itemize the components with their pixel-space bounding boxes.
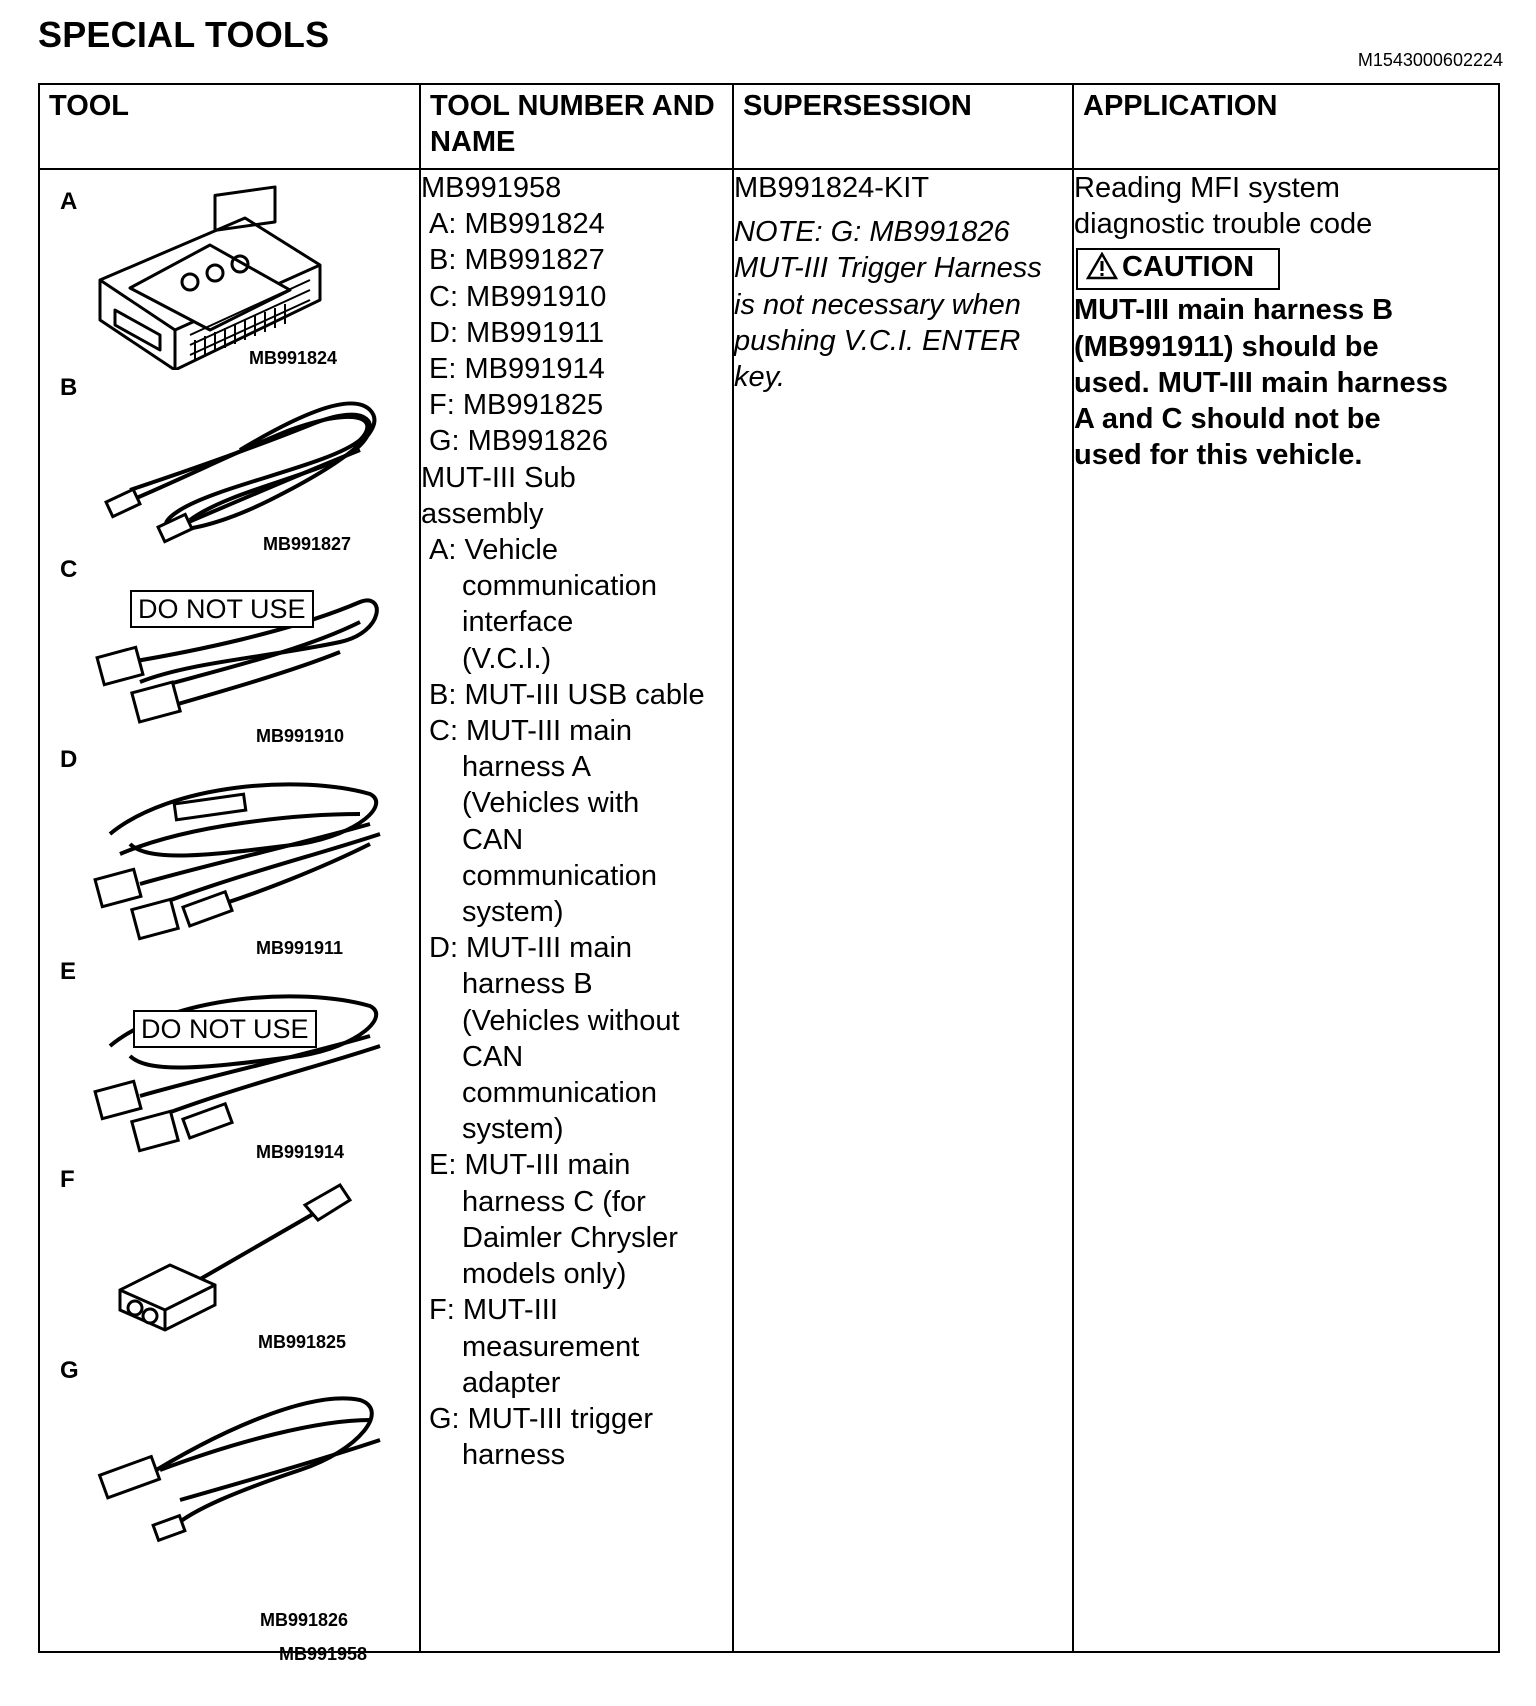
tool-letter: C [60, 556, 78, 583]
caution-box [1076, 248, 1280, 290]
warning-triangle-icon [1086, 252, 1118, 288]
kit-number: MB991958 [421, 172, 562, 204]
caution-label: CAUTION [1122, 251, 1255, 284]
tool-item-f [40, 1166, 421, 1360]
tool-name-f: F: MUT-III measurement adapter [429, 1294, 640, 1399]
main-harness-b-illustration [40, 754, 421, 966]
document-id: M1543000602224 [1357, 50, 1503, 70]
tool-name-b: B: MUT-III USB cable [429, 678, 705, 711]
tool-item-d [40, 746, 421, 966]
tool-number-d: D: MB991911 [429, 316, 605, 349]
main-harness-c-illustration [40, 966, 421, 1170]
tool-item-e [40, 958, 421, 1170]
tool-number-e: E: MB991914 [429, 353, 605, 386]
header-tool-number: TOOL NUMBER AND NAME [420, 84, 733, 169]
tool-part-number: MB991824 [249, 348, 338, 368]
tool-item-g [40, 1357, 421, 1664]
header-row [39, 84, 1499, 169]
tool-item-b [40, 370, 421, 562]
tool-part-number: MB991826 [260, 1610, 349, 1630]
header-application: APPLICATION [1073, 84, 1499, 169]
tool-row [39, 169, 1499, 1652]
tool-name-a: A: Vehicle communication interface (V.C.I.) [429, 534, 658, 675]
tool-part-number: MB991911 [256, 938, 344, 958]
tool-number-f: F: MB991825 [429, 389, 604, 422]
tool-letter: B [60, 374, 78, 401]
supersession-kit: MB991824-KIT [734, 172, 930, 204]
tool-letter: F [60, 1166, 75, 1193]
supersession-note: NOTE: G: MB991826 MUT-III Trigger Harness is not necessary when pushing V.C.I. ENTER key. [734, 216, 1042, 394]
do-not-use-label: DO NOT USE [130, 590, 314, 628]
tool-number-c: C: MB991910 [429, 280, 607, 313]
caution-text: MUT-III main harness B (MB991911) should be used. MUT-III main harness A and C should not be used for this vehicle. [1074, 294, 1448, 472]
tool-letter: A [60, 188, 78, 215]
tool-part-number: MB991825 [258, 1332, 347, 1352]
tool-name-g: G: MUT-III trigger harness [429, 1402, 653, 1472]
application-text: Reading MFI system diagnostic trouble code [1074, 172, 1373, 241]
tool-letter: E [60, 958, 77, 985]
tool-number-g: G: MB991826 [429, 425, 608, 458]
tool-letter: G [60, 1357, 79, 1384]
tool-part-number: MB991914 [256, 1142, 345, 1162]
tool-name-c: C: MUT-III main harness A (Vehicles with CAN communication system) [429, 715, 658, 929]
tool-number-b: B: MB991827 [429, 244, 605, 277]
tool-number-name-cell [420, 169, 733, 1652]
special-tools-table [38, 83, 1500, 1664]
tool-part-number: MB991827 [263, 534, 352, 554]
application-cell [1073, 169, 1499, 1652]
page-title: SPECIAL TOOLS [38, 14, 330, 55]
tool-name-e: E: MUT-III main harness C (for Daimler Chrysler models only) [429, 1149, 678, 1291]
tool-item-c [40, 556, 421, 754]
measurement-adapter-illustration [40, 1170, 421, 1360]
header-supersession: SUPERSESSION [733, 84, 1073, 169]
header-tool: TOOL [39, 84, 420, 169]
tool-letter: D [60, 746, 78, 773]
kit-part-number: MB991958 [279, 1644, 368, 1664]
usb-cable-illustration [40, 370, 421, 562]
tool-illustrations-cell [39, 169, 420, 1664]
trigger-harness-illustration [40, 1360, 421, 1630]
do-not-use-label: DO NOT USE [133, 1010, 317, 1048]
tool-part-number: MB991910 [256, 726, 345, 746]
tool-item-a [40, 170, 421, 370]
tool-number-a: A: MB991824 [429, 208, 605, 241]
vci-unit-illustration [40, 170, 421, 370]
assembly-name: MUT-III Sub assembly [421, 461, 576, 530]
supersession-cell [733, 169, 1073, 1652]
tool-name-d: D: MUT-III main harness B (Vehicles without CAN communication system) [429, 932, 680, 1146]
